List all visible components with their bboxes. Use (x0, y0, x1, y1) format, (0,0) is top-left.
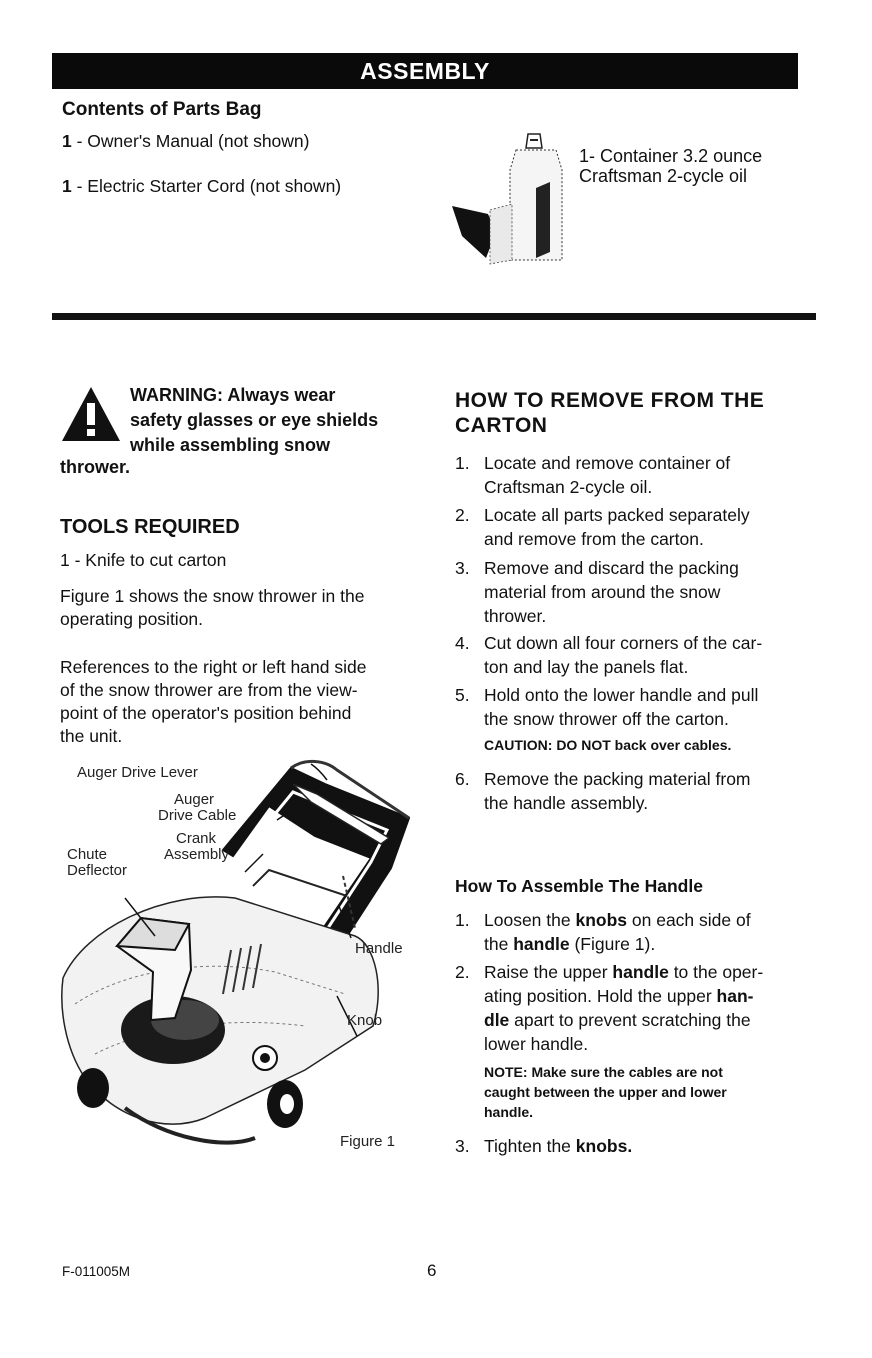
parts-item-qty: 1 (62, 131, 72, 151)
remove-step (455, 504, 815, 550)
note-line: NOTE: Make sure the cables are not (484, 1064, 723, 1080)
step-number: 1. (455, 910, 470, 930)
page-number: 6 (427, 1261, 437, 1280)
step-text: the handle assembly. (484, 793, 649, 813)
tools-paragraph-line: the unit. (60, 726, 123, 746)
warning-line3: while assembling snow (130, 435, 331, 455)
parts-item-text: - Electric Starter Cord (not shown) (76, 176, 342, 196)
label-chute-deflector: Chute (67, 846, 108, 863)
step-number: 3. (455, 1136, 470, 1156)
step-text: the handle (Figure 1). (484, 934, 656, 954)
step-text: Cut down all four corners of the car- (484, 633, 763, 653)
tools-paragraph-line: point of the operator's position behind (60, 703, 352, 723)
label-crank-assembly: Assembly (164, 846, 230, 863)
remove-step (455, 684, 815, 730)
label-auger-drive-cable: Auger (174, 791, 215, 808)
parts-item (62, 130, 309, 152)
step-text: Locate and remove container of (484, 453, 731, 473)
remove-step (455, 768, 815, 814)
parts-bag-heading: Contents of Parts Bag (62, 99, 262, 120)
handle-heading: How To Assemble The Handle (455, 876, 703, 896)
tools-paragraph-line: operating position. (60, 609, 204, 629)
step-text: ton and lay the panels flat. (484, 657, 689, 677)
remove-heading: CARTON (455, 414, 548, 437)
step-number: 3. (455, 558, 470, 578)
step-text: Hold onto the lower handle and pull (484, 685, 759, 705)
oil-container-label-line1: 1- Container 3.2 ounce (579, 146, 763, 166)
step-text: thrower. (484, 606, 547, 626)
label-auger-drive-cable: Drive Cable (158, 807, 237, 824)
section-title: ASSEMBLY (52, 53, 798, 89)
remove-step (455, 557, 815, 627)
step-number: 1. (455, 453, 470, 473)
step-number: 6. (455, 769, 470, 789)
handle-step (455, 1135, 815, 1159)
figure-caption: Figure 1 (340, 1133, 396, 1150)
remove-step (455, 632, 815, 678)
step-text: Remove and discard the packing (484, 558, 739, 578)
step-number: 5. (455, 685, 470, 705)
step-text: Loosen the knobs on each side of (484, 910, 751, 930)
remove-step (455, 452, 815, 498)
step-text: Craftsman 2-cycle oil. (484, 477, 653, 497)
step-number: 2. (455, 962, 470, 982)
oil-container-label-line2: Craftsman 2-cycle oil (579, 166, 748, 186)
step-text: the snow thrower off the carton. (484, 709, 729, 729)
label-crank-assembly: Crank (176, 830, 217, 847)
warning-line1: WARNING: Always wear (130, 385, 336, 405)
label-handle: Handle (355, 940, 403, 957)
step-text: ating position. Hold the upper han- (484, 986, 754, 1006)
remove-heading: HOW TO REMOVE FROM THE (455, 389, 765, 412)
parts-item-qty: 1 (62, 176, 72, 196)
handle-step (455, 909, 815, 955)
label-auger-drive-lever: Auger Drive Lever (77, 764, 198, 781)
tools-paragraph-line: References to the right or left hand side (60, 657, 367, 677)
handle-step (455, 961, 825, 1057)
caution-text: CAUTION: DO NOT back over cables. (484, 737, 732, 753)
note-line: handle. (484, 1104, 534, 1120)
tools-item: 1 - Knife to cut carton (60, 550, 227, 570)
warning-line2: safety glasses or eye shields (130, 410, 379, 430)
document-code: F-011005M (62, 1264, 131, 1279)
step-text: Raise the upper handle to the oper- (484, 962, 764, 982)
step-text: and remove from the carton. (484, 529, 704, 549)
step-text: lower handle. (484, 1034, 589, 1054)
parts-item (62, 175, 341, 197)
label-chute-deflector: Deflector (67, 862, 128, 879)
note-line: caught between the upper and lower (484, 1084, 727, 1100)
tools-paragraph-line: of the snow thrower are from the view- (60, 680, 358, 700)
step-text: Locate all parts packed separately (484, 505, 750, 525)
step-number: 4. (455, 633, 470, 653)
tools-heading: TOOLS REQUIRED (60, 516, 240, 538)
oil-container-illustration (450, 128, 570, 268)
label-knob: Knob (347, 1012, 383, 1029)
step-text: material from around the snow (484, 582, 721, 602)
step-text: Remove the packing material from (484, 769, 751, 789)
step-text: Tighten the knobs. (484, 1136, 633, 1156)
section-divider (52, 313, 816, 320)
step-number: 2. (455, 505, 470, 525)
tools-paragraph-line: Figure 1 shows the snow thrower in the (60, 586, 365, 606)
parts-item-text: - Owner's Manual (not shown) (76, 131, 310, 151)
warning-icon (60, 385, 122, 443)
snow-thrower-illustration (55, 758, 430, 1168)
step-text: dle apart to prevent scratching the (484, 1010, 751, 1030)
warning-line4: thrower. (60, 457, 131, 477)
